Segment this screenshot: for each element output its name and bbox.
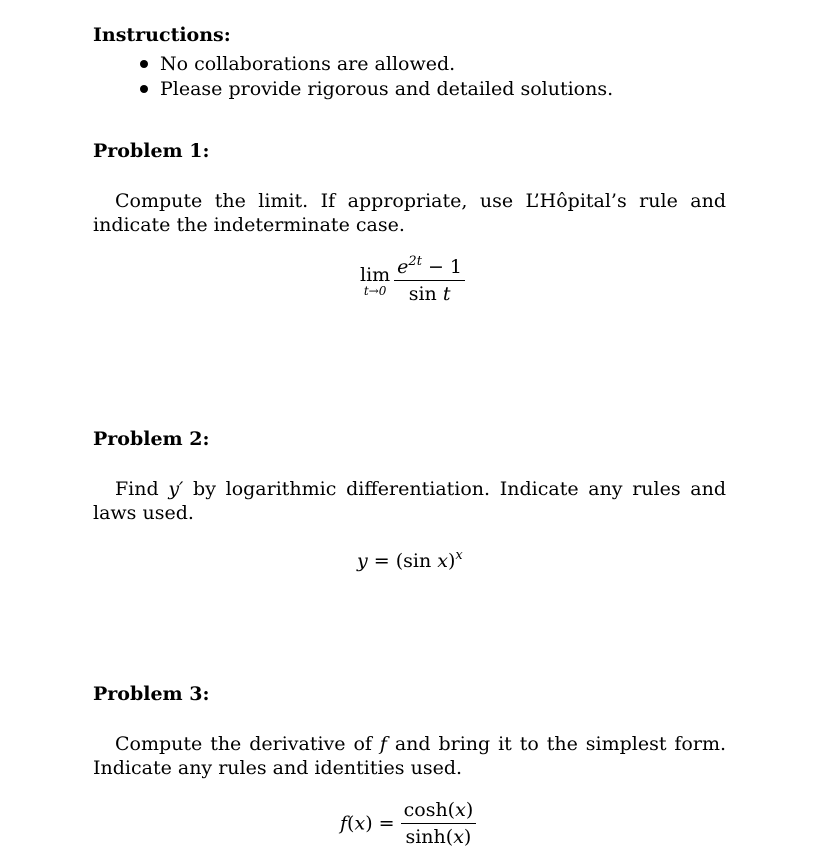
formula-lhs <box>340 813 401 835</box>
problem-1-heading: Problem 1: <box>93 140 210 162</box>
problem-2-heading: Problem 2: <box>93 428 210 450</box>
instruction-item <box>140 77 613 102</box>
bullet-icon <box>140 60 148 68</box>
formula-lhs: y <box>357 550 368 572</box>
formula-close: ) <box>447 550 456 572</box>
problem-3-heading: Problem 3: <box>93 683 210 705</box>
problem-1-formula <box>360 256 465 305</box>
denominator-fn: sin <box>408 283 443 305</box>
instructions-list <box>140 52 613 102</box>
limit-operator <box>360 265 390 297</box>
exp-base: e <box>397 256 409 278</box>
instruction-text: Please provide rigorous and detailed solutions. <box>160 78 614 100</box>
problem-3-text <box>93 732 726 780</box>
instructions-heading: Instructions: <box>93 24 231 46</box>
den-close: ) <box>463 826 472 848</box>
problem-2-text <box>93 477 726 525</box>
problem-2-text-after: by logarithmic differentiation. Indicate any rules and laws used. <box>93 478 726 524</box>
formula-x: x <box>437 550 448 572</box>
fraction-numerator <box>394 256 465 281</box>
lhs-x: x <box>354 812 366 835</box>
problem-3-var: f <box>379 733 387 755</box>
fraction-denominator <box>401 824 477 848</box>
lhs-f: f <box>340 812 348 835</box>
den-fn: sinh( <box>405 826 454 848</box>
problem-3-formula <box>340 799 476 848</box>
den-x: x <box>453 826 464 848</box>
fraction-numerator <box>401 799 477 824</box>
limit-fraction <box>394 256 465 305</box>
problem-3-text-before: Compute the derivative of <box>115 733 380 755</box>
instruction-text: No collaborations are allowed. <box>160 53 456 75</box>
numerator-rest: − 1 <box>421 256 463 278</box>
formula-eq: = (sin <box>367 550 438 572</box>
problem-1-text: Compute the limit. If appropriate, use L’Hôpital’s rule and indicate the indeterminate case. <box>93 190 726 236</box>
formula-exp: x <box>455 548 463 563</box>
lim-word: lim <box>360 263 391 286</box>
num-fn: cosh( <box>403 799 456 821</box>
exp-power: 2t <box>408 254 422 269</box>
problem-3-text-after: and bring it to the simplest form. Indicate any rules and identities used. <box>93 733 727 779</box>
instruction-item <box>140 52 613 77</box>
lhs-open: ( <box>347 812 355 835</box>
problem-2-var: y′ <box>168 478 184 500</box>
num-close: ) <box>465 799 474 821</box>
lim-subscript: t→0 <box>363 283 387 298</box>
num-x: x <box>455 799 466 821</box>
denominator-var: t <box>442 283 451 305</box>
problem-2-text-before: Find <box>115 478 169 500</box>
bullet-icon <box>140 85 148 93</box>
fraction-denominator <box>394 281 465 305</box>
lhs-close: ) = <box>365 812 401 835</box>
problem-2-formula <box>357 550 463 572</box>
derivative-fraction <box>401 799 477 848</box>
